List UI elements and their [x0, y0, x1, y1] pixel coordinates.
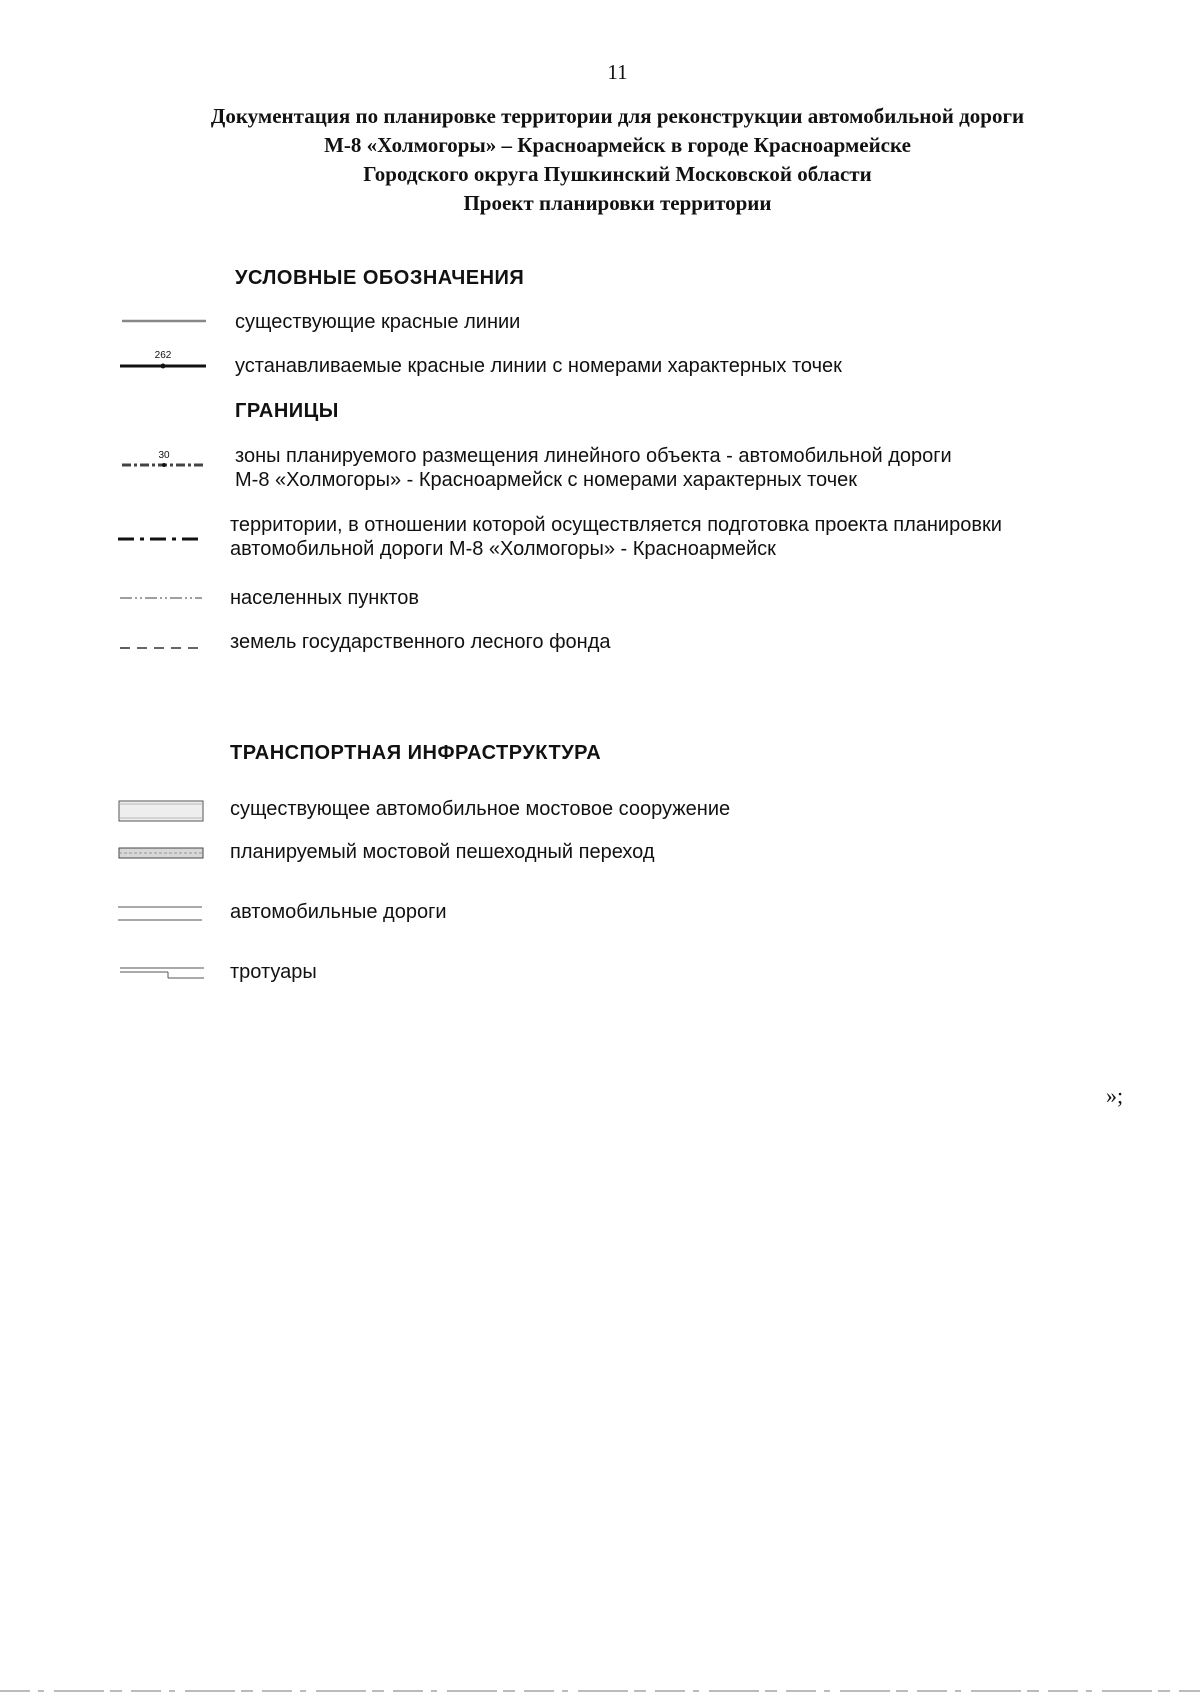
existing-red-line-icon — [122, 318, 206, 324]
sidewalk-icon — [120, 966, 204, 980]
title-line: Проект планировки территории — [463, 191, 772, 215]
road-icon — [118, 905, 202, 923]
point-number-label: 262 — [154, 350, 172, 361]
point-number-label: 30 — [158, 450, 170, 461]
legend-item-text: автомобильные дороги — [230, 901, 447, 923]
linear-object-zone-icon — [122, 451, 206, 469]
title-line: М-8 «Холмогоры» – Красноармейск в городе Красноармейске — [324, 133, 911, 157]
legend-item-text: тротуары — [230, 961, 317, 983]
legend-item-text: населенных пунктов — [230, 587, 419, 609]
legend-item-text: земель государственного лесного фонда — [230, 631, 611, 653]
dashed-line-icon — [120, 646, 202, 650]
page-number: 11 — [607, 60, 628, 84]
closing-quote-mark: »; — [1106, 1083, 1124, 1108]
dash-dot-line-icon — [118, 536, 202, 542]
settlement-boundary-icon — [120, 596, 202, 600]
text-line: М-8 «Холмогоры» - Красноармейск с номерами характерных точек — [235, 469, 858, 491]
legend-item-text: существующее автомобильное мостовое сооружение — [230, 798, 731, 820]
text-line: зоны планируемого размещения линейного объекта - автомобильной дороги — [235, 445, 952, 467]
existing-bridge-icon — [118, 800, 204, 822]
legend-item-text: существующие красные линии — [235, 311, 521, 333]
established-red-line-icon — [120, 351, 206, 371]
planned-footbridge-icon — [118, 847, 204, 859]
boundaries-heading: ГРАНИЦЫ — [235, 400, 339, 422]
text-line: территории, в отношении которой осуществляется подготовка проекта планировки — [230, 514, 1002, 536]
scan-noise-strip — [0, 1684, 1200, 1697]
legend-item-text: планируемый мостовой пешеходный переход — [230, 841, 655, 863]
title-line: Городского округа Пушкинский Московской области — [363, 162, 872, 186]
text-line: автомобильной дороги М-8 «Холмогоры» - Красноармейск — [230, 538, 776, 560]
document-title — [0, 102, 1200, 218]
legend-item-text — [230, 513, 1002, 561]
legend-item-text: устанавливаемые красные линии с номерами характерных точек — [235, 355, 842, 377]
transport-heading: ТРАНСПОРТНАЯ ИНФРАСТРУКТУРА — [230, 742, 602, 764]
legend-item-text — [235, 444, 952, 492]
legend-heading: УСЛОВНЫЕ ОБОЗНАЧЕНИЯ — [235, 267, 525, 289]
title-line: Документация по планировке территории для реконструкции автомобильной дороги — [210, 104, 1025, 128]
